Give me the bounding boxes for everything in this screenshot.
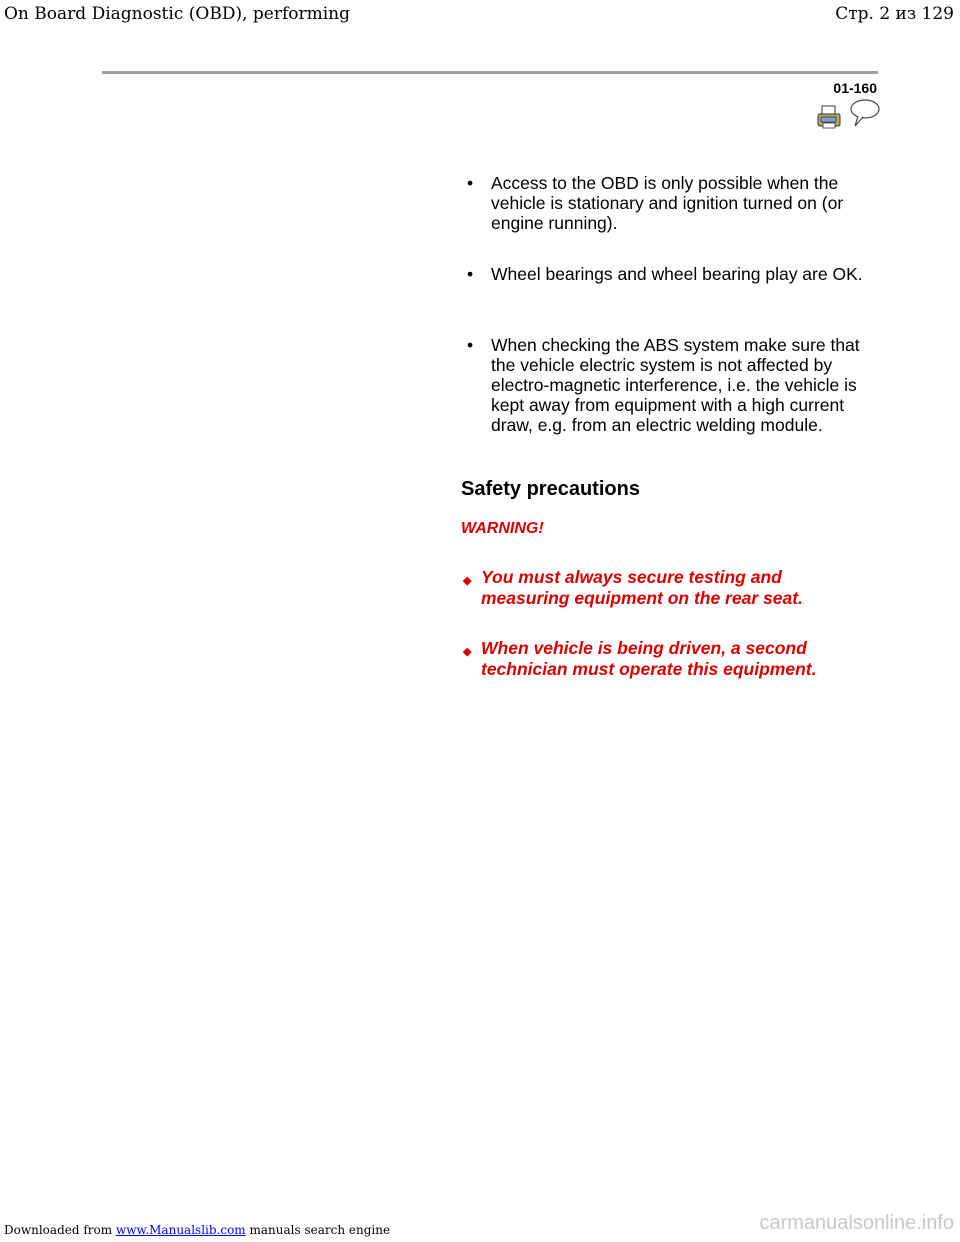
list-item: • When checking the ABS system make sure that the vehicle electric system is not affected by electro-magnetic interference, i.e. the vehicle is kept away from equipment with a high current draw, e.g. from an electric welding module. xyxy=(463,335,863,435)
watermark: carmanualsonline.info xyxy=(759,1212,954,1234)
list-item: • Wheel bearings and wheel bearing play are OK. xyxy=(463,264,863,284)
bullet-dot-icon: • xyxy=(467,335,474,355)
header-divider xyxy=(102,71,878,74)
speech-bubble-icon[interactable] xyxy=(849,98,881,128)
document-id: 01-160 xyxy=(833,80,877,96)
diamond-bullet-icon: ◆ xyxy=(463,575,472,587)
printer-icon[interactable] xyxy=(816,104,842,130)
section-heading: Safety precautions xyxy=(461,478,640,500)
warning-item: ◆ When vehicle is being driven, a second technician must operate this equipment. xyxy=(463,638,817,679)
bullet-dot-icon: • xyxy=(467,264,474,284)
manualslib-link[interactable]: www.Manualslib.com xyxy=(115,1223,246,1237)
bullet-dot-icon: • xyxy=(467,173,474,193)
warning-item: ◆ You must always secure testing and measuring equipment on the rear seat. xyxy=(463,567,803,608)
diamond-bullet-icon: ◆ xyxy=(463,646,472,658)
page-header-title: On Board Diagnostic (OBD), performing xyxy=(4,4,350,24)
page-number: Стр. 2 из 129 xyxy=(835,4,954,24)
warning-label: WARNING! xyxy=(461,520,544,537)
list-item: • Access to the OBD is only possible when the vehicle is stationary and ignition turned on (or engine running). xyxy=(463,173,863,233)
download-footer: Downloaded from www.Manualslib.com manuals search engine xyxy=(4,1223,391,1237)
